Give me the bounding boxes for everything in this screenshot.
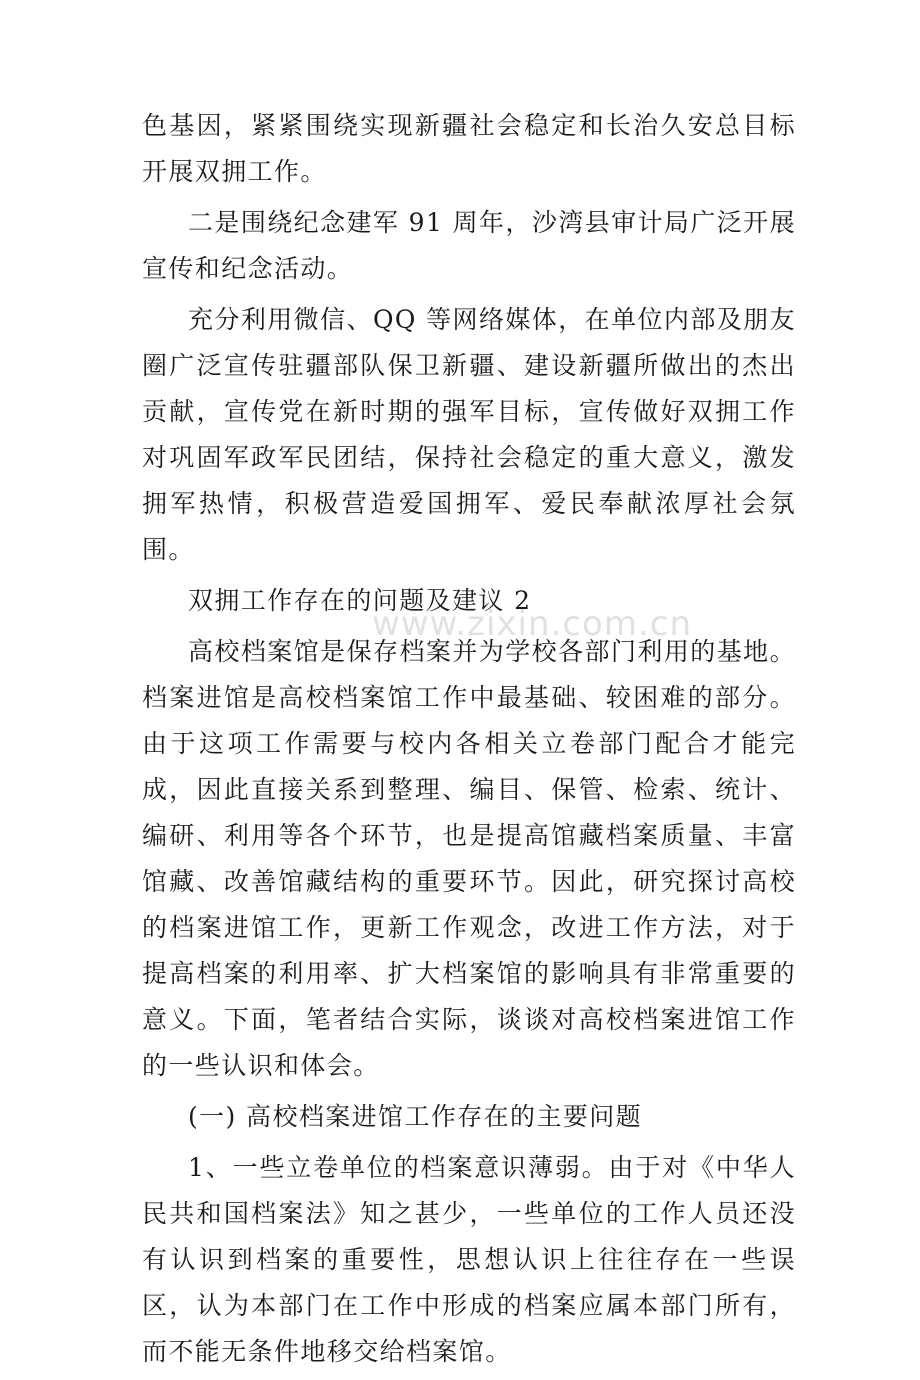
paragraph-issue-1: 1、一些立卷单位的档案意识薄弱。由于对《中华人民共和国档案法》知之甚少，一些单位的工作人员还没有认识到档案的重要性，思想认识上往往存在一些误区，认为本部门在工作中形成的档案应属本部门所有，而不能无条件地移交给档案馆。: [142, 1153, 796, 1366]
subsection-heading: (一) 高校档案进馆工作存在的主要问题: [188, 1102, 643, 1131]
document-body: [142, 103, 796, 1380]
section-heading: 双拥工作存在的问题及建议 2: [188, 586, 532, 615]
paragraph-archives-intro: 高校档案馆是保存档案并为学校各部门利用的基地。档案进馆是高校档案馆工作中最基础、较困难的部分。由于这项工作需要与校内各相关立卷部门配合才能完成，因此直接关系到整理、编目、保管、检索、统计、编研、利用等各个环节，也是提高馆藏档案质量、丰富馆藏、改善馆藏结构的重要环节。因此，研究探讨高校的档案进馆工作，更新工作观念，改进工作方法，对于提高档案的利用率、扩大档案馆的影响具有非常重要的意义。下面，笔者结合实际，谈谈对高校档案进馆工作的一些认识和体会。: [142, 637, 796, 1080]
paragraph-continuation: 色基因，紧紧围绕实现新疆社会稳定和长治久安总目标开展双拥工作。: [142, 111, 796, 186]
paragraph-media: 充分利用微信、QQ 等网络媒体，在单位内部及朋友圈广泛宣传驻疆部队保卫新疆、建设新疆所做出的杰出贡献，宣传党在新时期的强军目标，宣传做好双拥工作对巩固军政军民团结，保持社会稳定的重大意义，激发拥军热情，积极营造爱国拥军、爱民奉献浓厚社会氛围。: [142, 305, 796, 564]
watermark-text: www.zixin.com.cn: [372, 604, 692, 644]
paragraph-anniversary: 二是围绕纪念建军 91 周年，沙湾县审计局广泛开展宣传和纪念活动。: [142, 208, 796, 283]
